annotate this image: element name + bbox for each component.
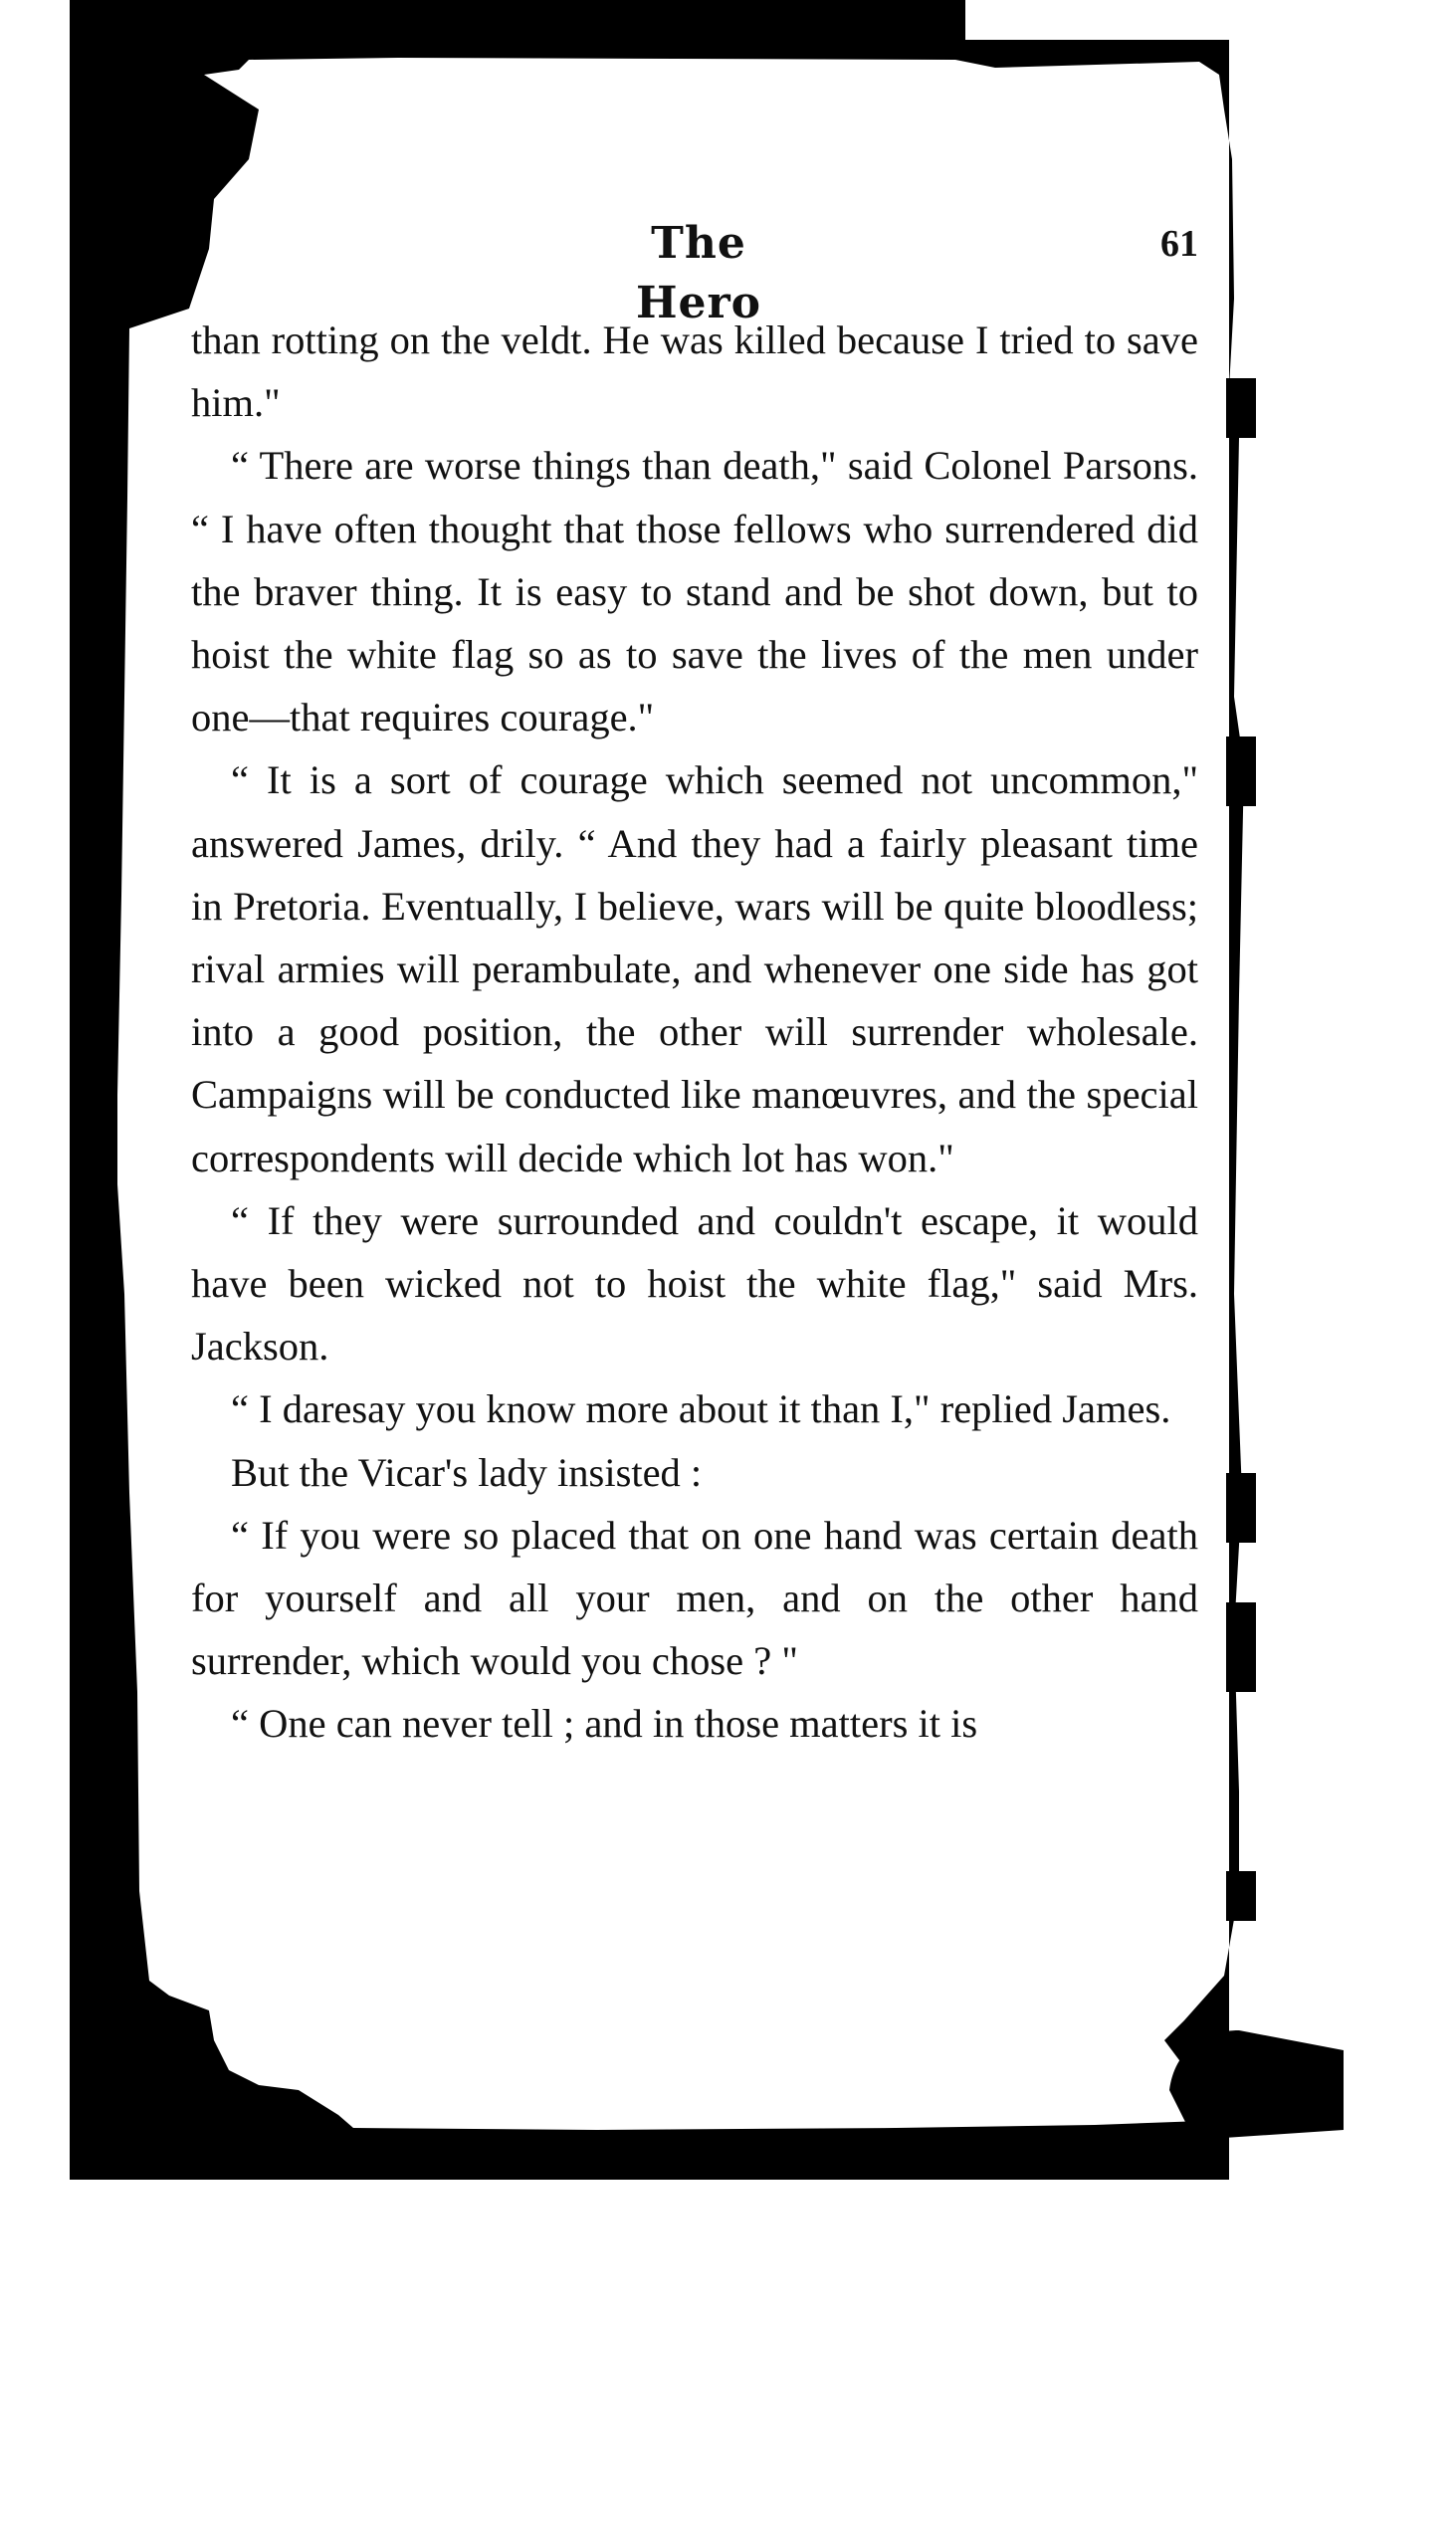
- edge-blotch: [1226, 737, 1256, 806]
- paragraph: “ I daresay you know more about it than I," replied James.: [231, 1386, 1171, 1432]
- paragraph: than rotting on the veldt. He was killed because I tried to save him.": [191, 317, 1198, 426]
- page-number: 61: [1160, 223, 1198, 265]
- page-curl: [1169, 2030, 1344, 2140]
- edge-blotch: [1226, 1602, 1256, 1692]
- edge-blotch: [1226, 1473, 1256, 1543]
- paragraph: “ There are worse things than death," said Colonel Parsons. “ I have often thought that those fellows who surrendered did the braver thing. It is easy to stand and be shot down, but to hoist the white flag so as to save the lives of the men under one—that requires courage.": [191, 443, 1198, 740]
- edge-blotch: [1226, 378, 1256, 438]
- paragraph: “ One can never tell ; and in those matters it is: [231, 1701, 978, 1747]
- stray-mark: [995, 58, 1224, 62]
- paragraph: “ It is a sort of courage which seemed not uncommon," answered James, drily. “ And they had a fairly pleasant time in Pretoria. Eventually, I believe, wars will be quite bloodless; rival armies will perambulate, and whenever one side has got into a good position, the other will surrender wholesale. Campaigns will be conducted like manœuvres, and the special correspondents will decide which lot has won.": [191, 757, 1198, 1180]
- paragraph: “ If they were surrounded and couldn't escape, it would have been wicked not to hoist the white flag," said Mrs. Jackson.: [191, 1197, 1198, 1370]
- stray-mark: [70, 44, 117, 48]
- page-header: [191, 214, 1198, 328]
- paragraph: But the Vicar's lady insisted :: [231, 1449, 703, 1495]
- body-text: [191, 309, 1198, 1756]
- paragraph: “ If you were so placed that on one hand was certain death for yourself and all your men, and on the other hand surrender, which would you chose ? ": [191, 1512, 1198, 1684]
- running-title: The Hero: [635, 218, 762, 328]
- edge-blotch: [1226, 1871, 1256, 1921]
